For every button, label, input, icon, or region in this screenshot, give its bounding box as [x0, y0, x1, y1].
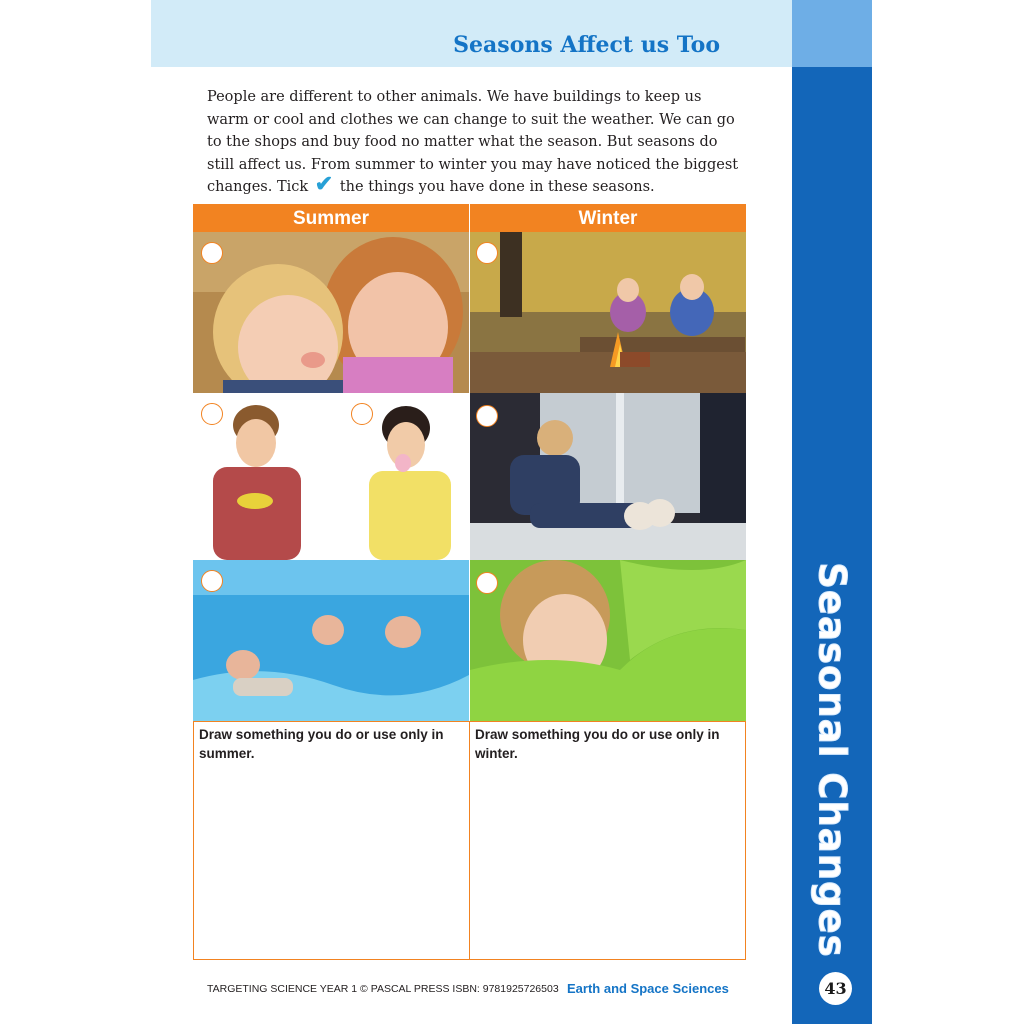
tick-circle-winter-3[interactable] [476, 572, 498, 594]
side-title [792, 562, 872, 958]
draw-prompt-winter: Draw something you do or use only in winter. [475, 727, 720, 761]
intro-text: People are different to other animals. We have buildings to keep us warm or cool and clothes we can change to suit the weather. We can go to the shops and buy food no matter what the season. But seasons do still affect us. From summer to winter you may have noticed the biggest changes. Tick [207, 89, 739, 196]
draw-area-winter[interactable] [469, 721, 746, 960]
column-header-winter: Winter [470, 204, 746, 232]
tick-circle-summer-1[interactable] [201, 242, 223, 264]
photo-kids-summer-food [193, 393, 469, 560]
photo-blanket-winter [470, 560, 746, 721]
footer-subject: Earth and Space Sciences [567, 981, 729, 996]
draw-area-summer[interactable] [193, 721, 470, 960]
tick-circle-summer-2a[interactable] [201, 403, 223, 425]
photo-window-winter [470, 393, 746, 560]
tick-circle-summer-2b[interactable] [351, 403, 373, 425]
tick-icon: ✔ [314, 171, 334, 198]
activity-grid [193, 204, 746, 960]
page-number: 43 [819, 972, 852, 1005]
intro-paragraph [207, 86, 747, 199]
tick-circle-winter-1[interactable] [476, 242, 498, 264]
footer-publisher: TARGETING SCIENCE YEAR 1 © PASCAL PRESS ISBN: 9781925726503 [207, 983, 559, 995]
page-title: Seasons Affect us Too [453, 32, 720, 58]
column-header-summer: Summer [193, 204, 469, 232]
workbook-page [151, 0, 872, 1024]
side-tab-top [792, 0, 872, 67]
photo-children-summer [193, 232, 469, 393]
tick-circle-winter-2[interactable] [476, 405, 498, 427]
side-title-text: Seasonal Changes [810, 562, 854, 958]
intro-text-end: the things you have done in these seasons. [339, 179, 655, 196]
photo-campfire-winter [470, 232, 746, 393]
draw-prompt-summer: Draw something you do or use only in summer. [199, 727, 444, 761]
photo-swimming-summer [193, 560, 469, 721]
tick-circle-summer-3[interactable] [201, 570, 223, 592]
